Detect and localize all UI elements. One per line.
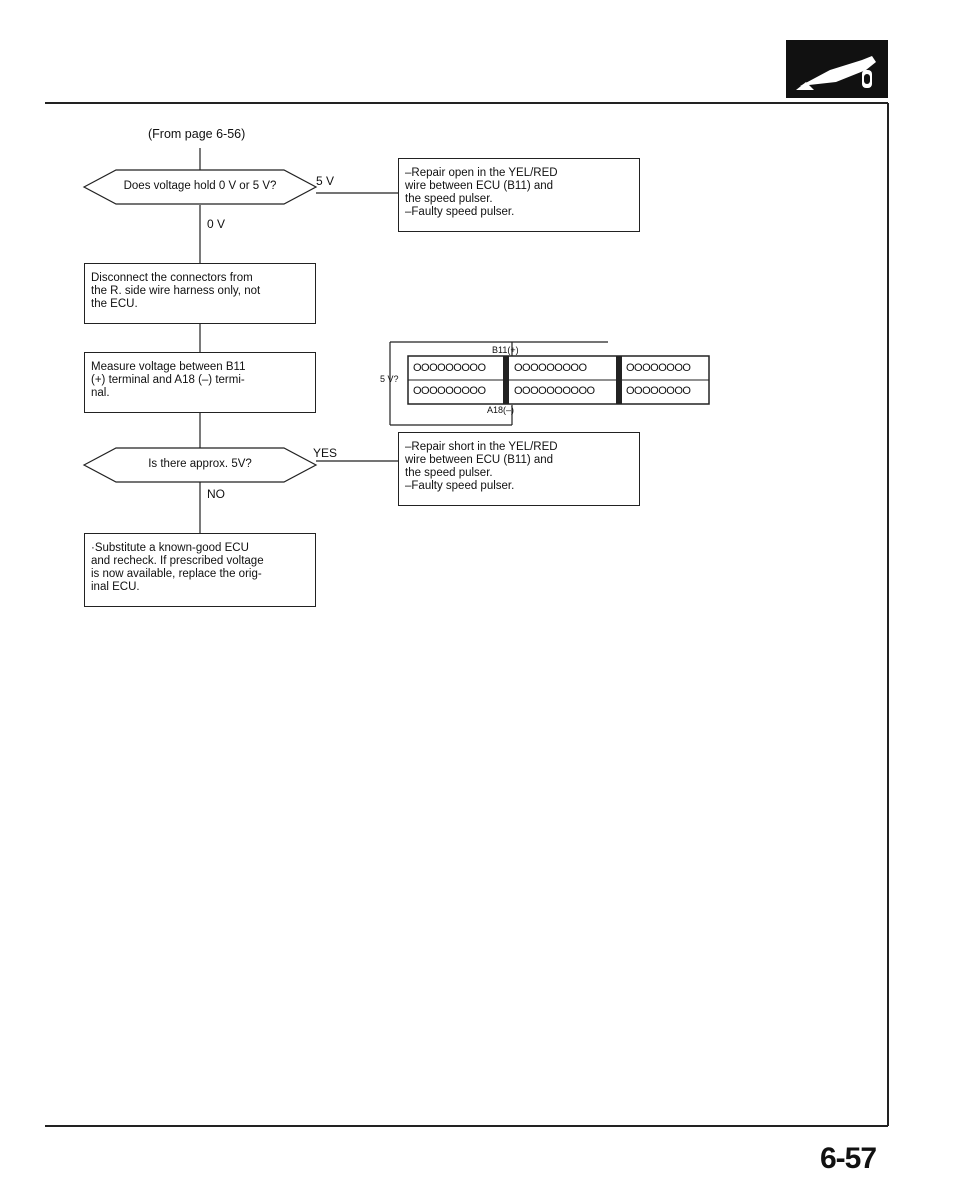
decision-1-yes-label: 5 V bbox=[316, 174, 335, 188]
fuel-nozzle-icon bbox=[786, 40, 888, 98]
connector-pins-row2-c: OOOOOOOO bbox=[626, 385, 691, 397]
step-box-measure bbox=[84, 352, 316, 413]
result-2-line: –Repair short in the YEL/RED bbox=[405, 441, 558, 453]
step-3-line: is now available, replace the orig- bbox=[91, 568, 262, 580]
step-2-line: Measure voltage between B11 bbox=[91, 361, 246, 373]
result-box-1 bbox=[398, 158, 640, 232]
result-1-line: the speed pulser. bbox=[405, 193, 493, 205]
result-1-line: wire between ECU (B11) and bbox=[405, 180, 554, 192]
result-1-line: –Faulty speed pulser. bbox=[405, 206, 515, 218]
step-1-line: the ECU. bbox=[91, 298, 138, 310]
step-3-line: ·Substitute a known-good ECU bbox=[91, 542, 249, 554]
step-3-line: and recheck. If prescribed voltage bbox=[91, 555, 264, 567]
decision-2-yes-label: YES bbox=[313, 446, 338, 460]
page-number: 6-57 bbox=[820, 1142, 877, 1175]
result-2-line: the speed pulser. bbox=[405, 467, 493, 479]
decision-1-text: Does voltage hold 0 V or 5 V? bbox=[123, 180, 277, 192]
step-1-line: Disconnect the connectors from bbox=[91, 272, 253, 284]
decision-2-no-label: NO bbox=[207, 487, 225, 501]
step-2-line: nal. bbox=[91, 387, 110, 399]
result-box-2 bbox=[398, 432, 640, 506]
result-2-line: –Faulty speed pulser. bbox=[405, 480, 515, 492]
result-1-line: –Repair open in the YEL/RED bbox=[405, 167, 558, 179]
from-page-label: (From page 6-56) bbox=[148, 127, 246, 141]
result-2-line: wire between ECU (B11) and bbox=[405, 454, 554, 466]
connector-pins-row1-c: OOOOOOOO bbox=[626, 362, 691, 374]
decision-2-text: Is there approx. 5V? bbox=[148, 458, 252, 470]
step-3-line: inal ECU. bbox=[91, 581, 140, 593]
step-box-disconnect bbox=[84, 263, 316, 324]
connector-pins-row1-b: OOOOOOOOO bbox=[514, 362, 587, 374]
connector-pins-row2-b: OOOOOOOOOO bbox=[514, 385, 595, 397]
connector-label-a18: A18(–) bbox=[487, 405, 515, 415]
step-2-line: (+) terminal and A18 (–) termi- bbox=[91, 374, 245, 386]
connector-pins-row2-a: OOOOOOOOO bbox=[413, 385, 486, 397]
decision-1-no-label: 0 V bbox=[207, 217, 226, 231]
step-1-line: the R. side wire harness only, not bbox=[91, 285, 261, 297]
connector-label-b11: B11(+) bbox=[492, 345, 519, 355]
step-box-substitute bbox=[84, 533, 316, 607]
connector-label-voltage: 5 V? bbox=[380, 374, 399, 384]
connector-diagram bbox=[390, 342, 709, 425]
connector-pins-row1-a: OOOOOOOOO bbox=[413, 362, 486, 374]
